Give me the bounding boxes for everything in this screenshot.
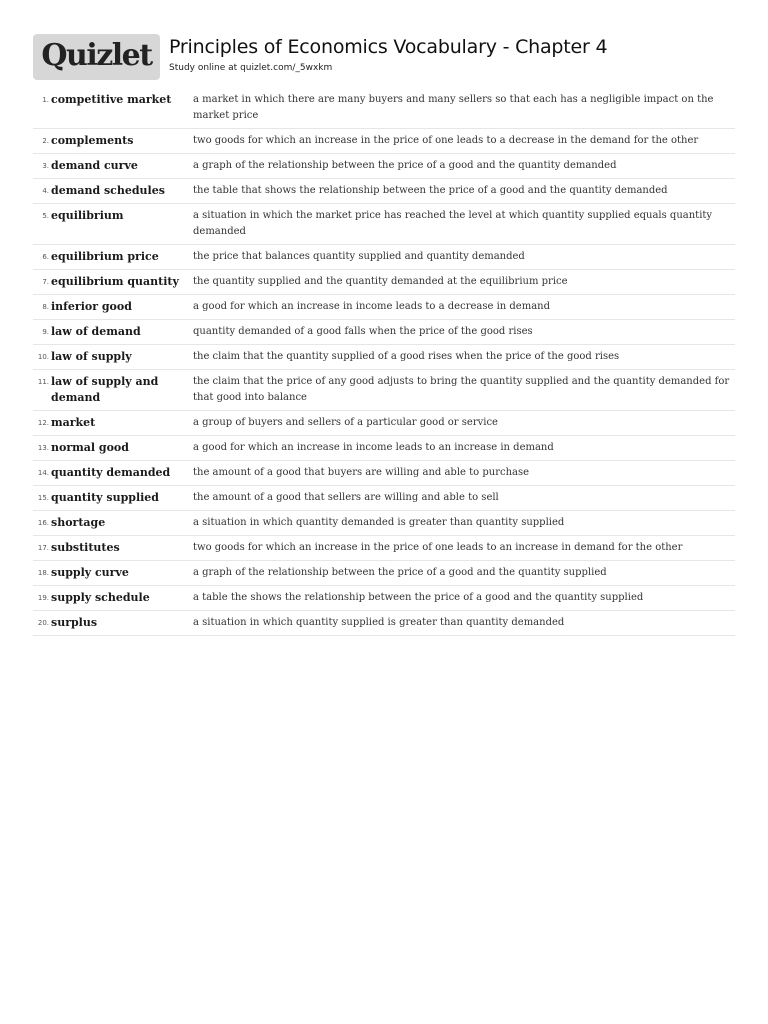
item-number: 10. — [37, 353, 49, 361]
quizlet-logo — [33, 34, 160, 80]
definition: quantity demanded of a good falls when the price of the good rises — [193, 326, 533, 337]
item-number: 6. — [42, 253, 49, 261]
list-item — [33, 154, 735, 179]
term: equilibrium price — [51, 250, 159, 263]
term: supply schedule — [51, 591, 150, 604]
definition: the price that balances quantity supplied and quantity demanded — [193, 251, 525, 262]
item-number: 1. — [42, 96, 49, 104]
definition: the table that shows the relationship between the price of a good and the quantity demanded — [193, 185, 668, 196]
item-number: 18. — [37, 569, 49, 577]
term: equilibrium quantity — [51, 275, 179, 288]
item-number: 13. — [37, 444, 49, 452]
page-subtitle: Study online at quizlet.com/_5wxkm — [169, 63, 333, 73]
term: law of supply and demand — [51, 375, 159, 404]
item-number: 9. — [42, 328, 49, 336]
list-item — [33, 204, 735, 245]
list-item — [33, 345, 735, 370]
definition: a table the shows the relationship between the price of a good and the quantity supplied — [193, 592, 644, 603]
item-number: 7. — [42, 278, 49, 286]
list-item — [33, 179, 735, 204]
term: inferior good — [51, 300, 132, 313]
list-item — [33, 461, 735, 486]
list-item — [33, 561, 735, 586]
term: equilibrium — [51, 209, 124, 222]
item-number: 19. — [37, 594, 49, 602]
definition: the claim that the price of any good adjusts to bring the quantity supplied and the quantity demanded for that good into balance — [193, 376, 730, 403]
list-item — [33, 270, 735, 295]
item-number: 17. — [37, 544, 49, 552]
term: quantity demanded — [51, 466, 171, 479]
item-number: 4. — [42, 187, 49, 195]
definition: two goods for which an increase in the price of one leads to a decrease in the demand for the other — [193, 135, 699, 146]
list-item — [33, 129, 735, 154]
definition: a graph of the relationship between the price of a good and the quantity demanded — [193, 160, 617, 171]
item-number: 2. — [42, 137, 49, 145]
item-number: 14. — [37, 469, 49, 477]
list-item — [33, 320, 735, 345]
definition: a good for which an increase in income leads to a decrease in demand — [193, 301, 551, 312]
term: complements — [51, 134, 134, 147]
term: quantity supplied — [51, 491, 159, 504]
term: shortage — [51, 516, 106, 529]
term: normal good — [51, 441, 129, 454]
definition: a market in which there are many buyers and many sellers so that each has a negligible impact on the market price — [193, 94, 714, 121]
list-item — [33, 586, 735, 611]
definition: two goods for which an increase in the price of one leads to an increase in demand for the other — [193, 542, 683, 553]
term: market — [51, 416, 96, 429]
term: demand curve — [51, 159, 138, 172]
list-item — [33, 436, 735, 461]
definition: a group of buyers and sellers of a particular good or service — [193, 417, 498, 428]
item-number: 11. — [37, 378, 49, 386]
definition: the claim that the quantity supplied of a good rises when the price of the good rises — [193, 351, 620, 362]
definition: a situation in which quantity demanded is greater than quantity supplied — [193, 517, 565, 528]
list-item — [33, 88, 735, 129]
term: law of supply — [51, 350, 132, 363]
item-number: 5. — [42, 212, 49, 220]
list-item — [33, 511, 735, 536]
item-number: 8. — [42, 303, 49, 311]
item-number: 15. — [37, 494, 49, 502]
definition: a graph of the relationship between the price of a good and the quantity supplied — [193, 567, 607, 578]
term: substitutes — [51, 541, 120, 554]
definition: the quantity supplied and the quantity demanded at the equilibrium price — [193, 276, 568, 287]
term: law of demand — [51, 325, 141, 338]
list-item — [33, 411, 735, 436]
page-header — [33, 34, 735, 82]
list-item — [33, 486, 735, 511]
logo-text: Quizlet — [41, 38, 152, 73]
term: competitive market — [51, 93, 172, 106]
list-item — [33, 295, 735, 320]
definition: a situation in which quantity supplied is greater than quantity demanded — [193, 617, 565, 628]
item-number: 12. — [37, 419, 49, 427]
item-number: 16. — [37, 519, 49, 527]
definition: the amount of a good that sellers are willing and able to sell — [193, 492, 499, 503]
term: supply curve — [51, 566, 129, 579]
term: surplus — [51, 616, 98, 629]
list-item — [33, 536, 735, 561]
page-title: Principles of Economics Vocabulary - Chapter 4 — [169, 36, 608, 58]
item-number: 20. — [37, 619, 49, 627]
list-item — [33, 611, 735, 636]
definition: a good for which an increase in income leads to an increase in demand — [193, 442, 554, 453]
list-item — [33, 245, 735, 270]
list-item — [33, 370, 735, 411]
definition: the amount of a good that buyers are willing and able to purchase — [193, 467, 530, 478]
definition: a situation in which the market price has reached the level at which quantity supplied equals quantity demanded — [193, 210, 713, 237]
item-number: 3. — [42, 162, 49, 170]
term-list — [33, 88, 735, 636]
term: demand schedules — [51, 184, 165, 197]
